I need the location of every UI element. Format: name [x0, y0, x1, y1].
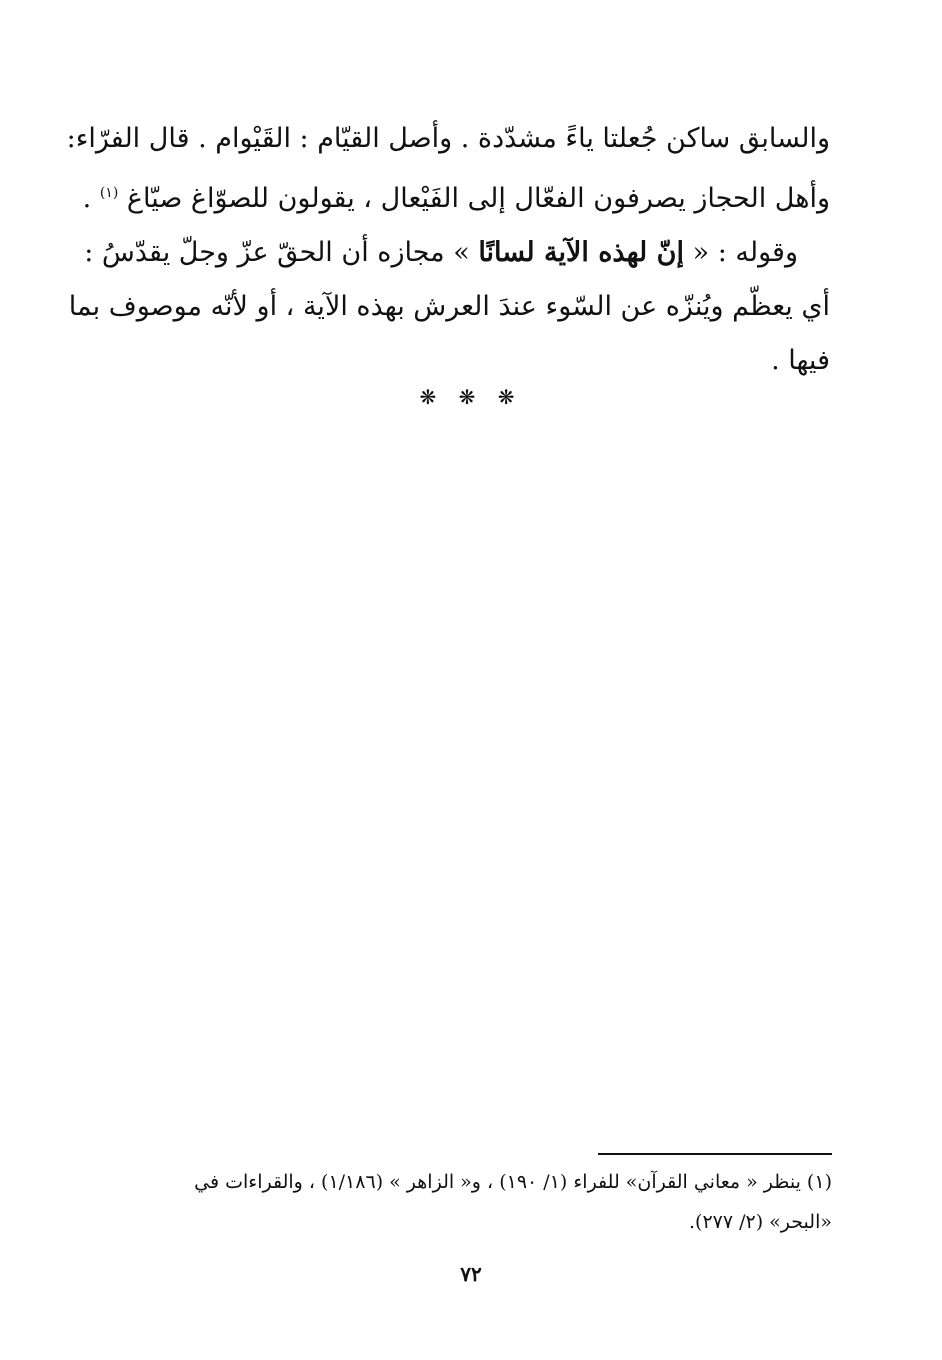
text-line-2-end: .	[82, 183, 92, 214]
text-line-3	[84, 226, 830, 280]
footnotes	[108, 1162, 832, 1242]
text-line-2-body: وأهل الحجاز يصرفون الفعّال إلى الفَيْعال ، يقولون للصوّاغ صيّاغ	[126, 183, 830, 214]
text-line-4: أي يعظّم ويُنزّه عن السّوء عندَ العرش بهذه الآية ، أو لأنّه موصوف بما	[68, 291, 830, 322]
footnote-reference[interactable]: (١)	[99, 185, 119, 201]
quote-intro: وقوله : «	[692, 237, 798, 268]
page-number: ٧٢	[460, 1262, 482, 1286]
text-line-2	[82, 166, 830, 226]
main-text	[66, 112, 830, 388]
text-line-1: والسابق ساكن جُعلتا ياءً مشدّدة . وأصل القيّام : القَيْوام . قال الفرّاء:	[66, 123, 830, 154]
footnote-line-2: «البحر» (٢/ ٢٧٧).	[688, 1211, 832, 1233]
quote-explanation: » مجازه أن الحقّ عزّ وجلّ يقدّسُ :	[84, 237, 470, 268]
quranic-quote: إنّ لهذه الآية لسانًا	[478, 237, 685, 268]
section-separator: ❋ ❋ ❋	[419, 385, 523, 409]
footnote-line-1: (١) ينظر « معاني القرآن» للفراء (١/ ١٩٠) ، و« الزاهر » (١/١٨٦) ، والقراءات في	[194, 1171, 832, 1193]
text-line-5: فيها .	[771, 345, 830, 376]
footnote-divider	[598, 1153, 832, 1155]
